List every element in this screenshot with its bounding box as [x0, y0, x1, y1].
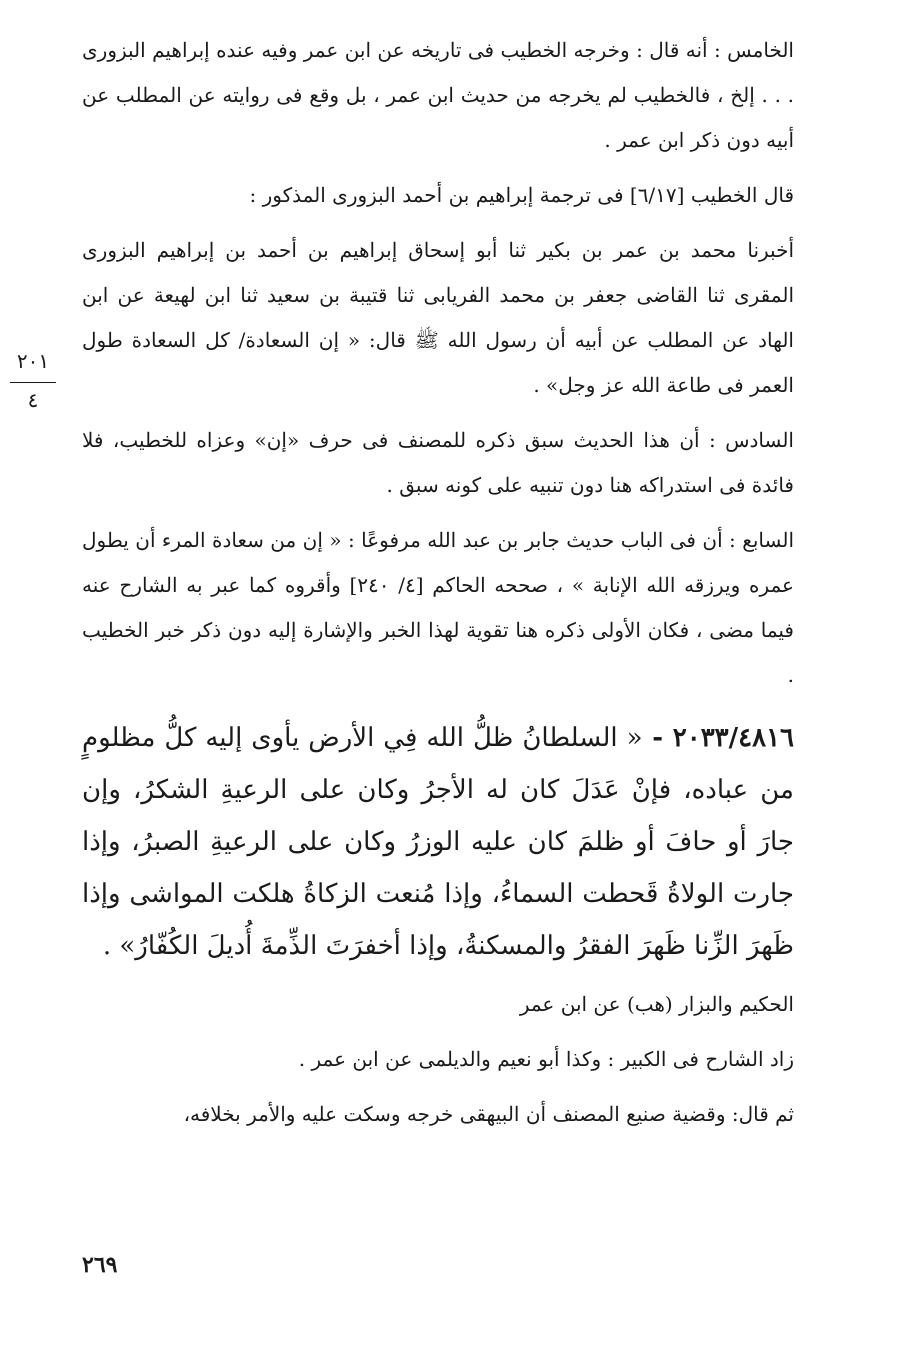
margin-reference-rule [10, 382, 56, 383]
hadith-entry [82, 712, 794, 972]
margin-reference [6, 348, 60, 413]
hadith-number: ٢٠٣٣/٤٨١٦ - [652, 723, 794, 753]
paragraph-sixth: السادس : أن هذا الحديث سبق ذكره للمصنف فى حرف «إن» وعزاه للخطيب، فلا فائدة فى استدراكه هنا دون تنبيه على كونه سبق . [82, 428, 794, 497]
margin-reference-top: ٢٠١ [16, 349, 50, 373]
paragraph-fifth: الخامس : أنه قال : وخرجه الخطيب فى تاريخه عن ابن عمر وفيه عنده إبراهيم البزورى . . . إلخ ، فالخطيب لم يخرجه من حديث ابن عمر ، بل وقع فى روايته عن المطلب عن أبيه دون ذكر ابن عمر . [82, 38, 794, 152]
page-number: ٢٦٩ [82, 1252, 118, 1278]
paragraph-sharih-addition: زاد الشارح فى الكبير : وكذا أبو نعيم والديلمى عن ابن عمر . [298, 1047, 794, 1071]
paragraph-khatib-citation: قال الخطيب [٦/١٧] فى ترجمة إبراهيم بن أحمد البزورى المذكور : [249, 183, 794, 207]
main-text [82, 28, 794, 1137]
paragraph-seventh: السابع : أن فى الباب حديث جابر بن عبد الله مرفوعًا : « إن من سعادة المرء أن يطول عمره ويرزقه الله الإنابة » ، صححه الحاكم [٤/ ٢٤٠] وأقروه كما عبر به الشارح عنه فيما مضى ، فكان الأولى ذكره هنا تقوية لهذا الخبر والإشارة إليه دون ذكر خبر الخطيب . [82, 528, 794, 687]
paragraph-isnad: أخبرنا محمد بن عمر بن بكير ثنا أبو إسحاق إبراهيم بن أحمد بن إبراهيم البزورى المقرى ثنا القاضى جعفر بن محمد الفريابى ثنا قتيبة بن سعيد ثنا ابن لهيعة عن ابن الهاد عن المطلب عن أبيه أن رسول الله ﷺ قال: « إن السعادة/ كل السعادة طول العمر فى طاعة الله عز وجل» . [82, 238, 794, 397]
margin-reference-bottom: ٤ [27, 388, 39, 412]
paragraph-sharih-comment: ثم قال: وقضية صنيع المصنف أن البيهقى خرجه وسكت عليه والأمر بخلافه، [183, 1102, 794, 1126]
hadith-text: « السلطانُ ظلُّ الله فِي الأرض يأوى إليه كلُّ مظلومٍ من عباده، فإنْ عَدَلَ كان له الأجرُ وكان على الرعيةِ الشكرُ، وإن جارَ أو حافَ أو ظلمَ كان عليه الوزرُ وكان على الرعيةِ الصبرُ، وإذا جارت الولاةُ قَحطت السماءُ، وإذا مُنعت الزكاةُ هلكت المواشى وإذا ظَهرَ الزِّنا ظَهرَ الفقرُ والمسكنةُ، وإذا أخفرَتَ الذِّمةَ أُديلَ الكُفّارُ» . [82, 723, 794, 961]
hadith-source: الحكيم والبزار (هب) عن ابن عمر [519, 992, 794, 1016]
